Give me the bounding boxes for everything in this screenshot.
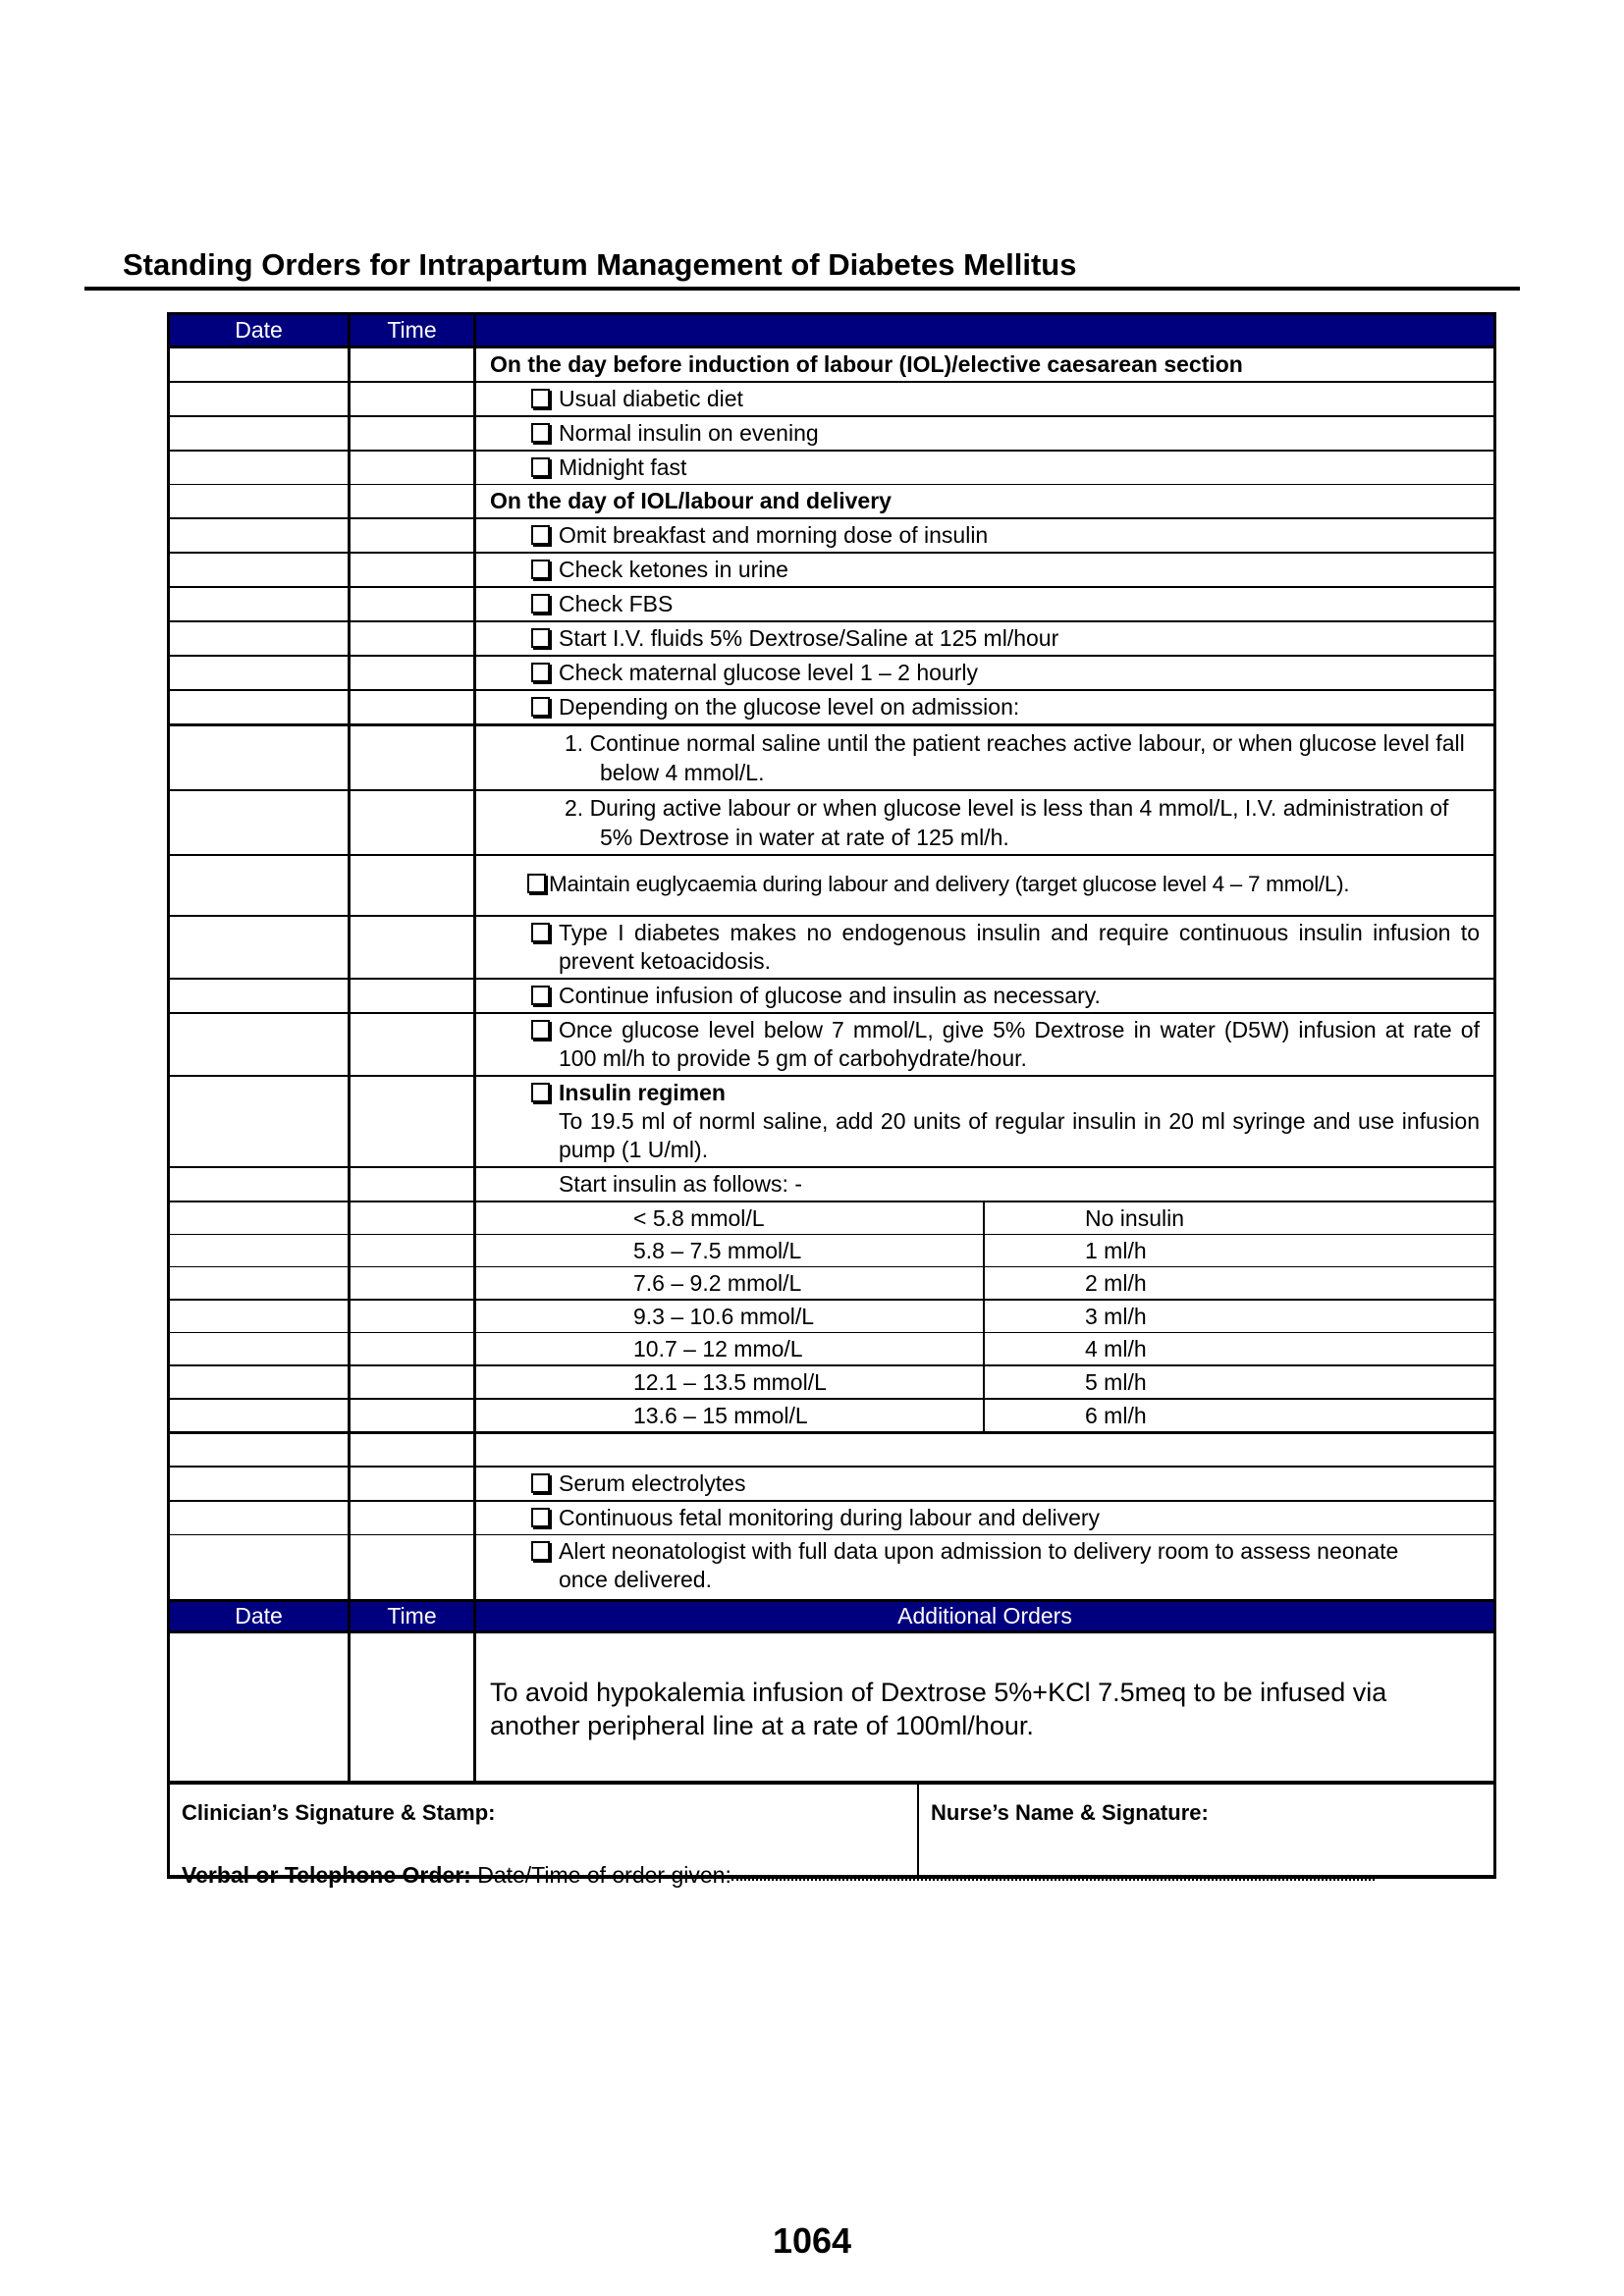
date-cell[interactable]	[170, 622, 351, 655]
page-title: Standing Orders for Intrapartum Management of Diabetes Mellitus	[123, 247, 1077, 282]
clinician-signature-field[interactable]: Clinician’s Signature & Stamp:	[170, 1785, 919, 1875]
order-item: Omit breakfast and morning dose of insulin	[476, 519, 1493, 552]
order-item: Normal insulin on evening	[476, 417, 1493, 450]
additional-order-row	[170, 1633, 1493, 1781]
date-cell[interactable]	[170, 1366, 351, 1398]
table-row	[170, 348, 1493, 383]
insulin-rate: 4 ml/h	[1085, 1336, 1147, 1362]
date-cell[interactable]	[170, 980, 351, 1012]
date-cell[interactable]	[170, 554, 351, 586]
numbered-instruction-2: 2. During active labour or when glucose level is less than 4 mmol/L, I.V. administration of 5% Dextrose in water at rate of 125 ml/h.	[565, 795, 1449, 850]
date-cell[interactable]	[170, 1077, 351, 1166]
time-cell[interactable]	[351, 1014, 476, 1075]
order-item: Usual diabetic diet	[476, 383, 1493, 415]
table-row	[170, 554, 1493, 588]
date-cell[interactable]	[170, 1400, 351, 1431]
start-insulin-label: Start insulin as follows: -	[559, 1171, 802, 1197]
table-row	[170, 657, 1493, 691]
time-cell[interactable]	[351, 554, 476, 586]
date-cell[interactable]	[170, 1333, 351, 1364]
time-cell[interactable]	[351, 1633, 476, 1781]
glucose-range: 7.6 – 9.2 mmol/L	[476, 1267, 985, 1299]
date-cell[interactable]	[170, 856, 351, 915]
checkbox-icon[interactable]	[531, 594, 550, 614]
table-row	[170, 1014, 1493, 1077]
dose-row	[170, 1366, 1493, 1400]
table-row	[170, 1535, 1493, 1602]
table-row	[170, 383, 1493, 417]
time-cell[interactable]	[351, 1301, 476, 1332]
order-item: Midnight fast	[476, 452, 1493, 484]
glucose-range: 13.6 – 15 mmol/L	[476, 1400, 985, 1431]
order-item: Check FBS	[476, 588, 1493, 620]
date-cell[interactable]	[170, 1168, 351, 1201]
nurse-signature-field[interactable]: Nurse’s Name & Signature:	[931, 1800, 1209, 1825]
dose-row	[170, 1333, 1493, 1366]
numbered-instruction-1: 1. Continue normal saline until the patient reaches active labour, or when glucose level fall below 4 mmol/L.	[565, 730, 1465, 785]
date-cell[interactable]	[170, 1014, 351, 1075]
insulin-rate: 1 ml/h	[1085, 1238, 1147, 1263]
order-item: Check ketones in urine	[476, 554, 1493, 586]
time-cell[interactable]	[351, 348, 476, 381]
checkbox-icon[interactable]	[531, 1083, 550, 1102]
glucose-range: 5.8 – 7.5 mmol/L	[476, 1235, 985, 1266]
order-item: Check maternal glucose level 1 – 2 hourly	[476, 657, 1493, 689]
time-cell[interactable]	[351, 1535, 476, 1599]
date-cell[interactable]	[170, 1502, 351, 1534]
order-item: Alert neonatologist with full data upon admission to delivery room to assess neonate once delivered.	[476, 1535, 1493, 1599]
insulin-regimen: Insulin regimen To 19.5 ml of norml saline, add 20 units of regular insulin in 20 ml syringe and use infusion pump (1 U/ml).	[476, 1077, 1493, 1166]
date-cell[interactable]	[170, 417, 351, 450]
time-cell[interactable]	[351, 1077, 476, 1166]
time-cell[interactable]	[351, 1502, 476, 1534]
order-item: Depending on the glucose level on admission:	[476, 691, 1493, 723]
table-row	[170, 452, 1493, 485]
glucose-range: 10.7 – 12 mmo/L	[476, 1333, 985, 1364]
time-cell[interactable]	[351, 726, 476, 789]
table-row	[170, 1502, 1493, 1535]
date-cell[interactable]	[170, 348, 351, 381]
date-cell[interactable]	[170, 917, 351, 978]
insulin-rate: 2 ml/h	[1085, 1270, 1147, 1296]
date-cell[interactable]	[170, 519, 351, 552]
verbal-order-date-field[interactable]	[731, 1879, 1375, 1881]
table-row	[170, 1168, 1493, 1202]
dose-row	[170, 1267, 1493, 1301]
time-cell[interactable]	[351, 856, 476, 915]
insulin-rate: No insulin	[1085, 1205, 1184, 1231]
date-cell[interactable]	[170, 588, 351, 620]
table-row	[170, 691, 1493, 726]
table-row	[170, 980, 1493, 1014]
time-cell[interactable]	[351, 1168, 476, 1201]
date-cell[interactable]	[170, 383, 351, 415]
glucose-range: < 5.8 mmol/L	[476, 1202, 985, 1234]
order-item: Continuous fetal monitoring during labour and delivery	[476, 1502, 1493, 1534]
time-cell[interactable]	[351, 383, 476, 415]
table-row	[170, 588, 1493, 622]
time-cell[interactable]	[351, 1267, 476, 1299]
date-cell[interactable]	[170, 485, 351, 517]
checkbox-icon[interactable]	[531, 986, 550, 1005]
checkbox-icon[interactable]	[531, 525, 550, 545]
dose-row	[170, 1235, 1493, 1267]
verbal-order-label: Verbal or Telephone Order:	[182, 1862, 471, 1888]
order-item: Start I.V. fluids 5% Dextrose/Saline at 125 ml/hour	[476, 622, 1493, 655]
checkbox-icon[interactable]	[531, 423, 550, 443]
date-cell[interactable]	[170, 1235, 351, 1266]
page-number: 1064	[772, 2220, 852, 2261]
time-column-header: Time	[351, 315, 476, 346]
time-cell[interactable]	[351, 452, 476, 484]
checkbox-icon[interactable]	[531, 457, 550, 477]
order-item: Maintain euglycaemia during labour and delivery (target glucose level 4 – 7 mmol/L).	[476, 856, 1493, 915]
order-item: Continue infusion of glucose and insulin as necessary.	[476, 980, 1493, 1012]
table-row	[170, 485, 1493, 519]
order-item: Serum electrolytes	[476, 1468, 1493, 1500]
time-cell[interactable]	[351, 791, 476, 854]
table-row	[170, 791, 1493, 856]
checkbox-icon[interactable]	[531, 1508, 550, 1527]
checkbox-icon[interactable]	[527, 874, 546, 893]
date-cell[interactable]	[170, 791, 351, 854]
time-cell[interactable]	[351, 1333, 476, 1364]
time-cell[interactable]	[351, 1434, 476, 1466]
checkbox-icon[interactable]	[531, 389, 550, 408]
table-row	[170, 856, 1493, 917]
date-cell[interactable]	[170, 691, 351, 723]
standing-orders-form	[167, 312, 1496, 1879]
checkbox-icon[interactable]	[531, 1473, 550, 1493]
verbal-order-line	[182, 1862, 1375, 1889]
dose-row	[170, 1301, 1493, 1333]
date-cell[interactable]	[170, 1267, 351, 1299]
date-cell[interactable]	[170, 657, 351, 689]
insulin-rate: 6 ml/h	[1085, 1403, 1147, 1428]
time-cell[interactable]	[351, 1468, 476, 1500]
additional-orders-header	[170, 1602, 1493, 1633]
checkbox-icon[interactable]	[531, 923, 550, 942]
checkbox-icon[interactable]	[531, 1020, 550, 1040]
orders-column-header	[476, 315, 1493, 346]
section-heading-day-before: On the day before induction of labour (IOL)/elective caesarean section	[490, 351, 1243, 377]
time-cell[interactable]	[351, 519, 476, 552]
time-cell[interactable]	[351, 917, 476, 978]
table-row	[170, 417, 1493, 452]
dose-row	[170, 1400, 1493, 1434]
checkbox-icon[interactable]	[531, 560, 550, 579]
checkbox-icon[interactable]	[531, 663, 550, 682]
date-cell[interactable]	[170, 1633, 351, 1781]
section-heading-day-of: On the day of IOL/labour and delivery	[490, 488, 892, 513]
insulin-rate: 3 ml/h	[1085, 1304, 1147, 1329]
table-row	[170, 1468, 1493, 1502]
time-cell[interactable]	[351, 622, 476, 655]
date-cell[interactable]	[170, 1434, 351, 1466]
time-cell[interactable]	[351, 1235, 476, 1266]
title-underline	[84, 287, 1520, 291]
verbal-order-text: Date/Time of order given:	[470, 1862, 731, 1888]
date-cell[interactable]	[170, 726, 351, 789]
checkbox-icon[interactable]	[531, 697, 550, 717]
date-cell[interactable]	[170, 1202, 351, 1234]
table-header	[170, 315, 1493, 348]
additional-orders-title: Additional Orders	[897, 1603, 1072, 1629]
table-row	[170, 1077, 1493, 1168]
time-cell[interactable]	[351, 485, 476, 517]
checkbox-icon[interactable]	[531, 1541, 550, 1561]
time-cell[interactable]	[351, 417, 476, 450]
glucose-range: 12.1 – 13.5 mmol/L	[476, 1366, 985, 1398]
time-cell[interactable]	[351, 1400, 476, 1431]
date-cell[interactable]	[170, 1535, 351, 1599]
date-cell[interactable]	[170, 1468, 351, 1500]
table-row	[170, 519, 1493, 554]
time-cell[interactable]	[351, 1202, 476, 1234]
checkbox-icon[interactable]	[531, 628, 550, 648]
date-column-header: Date	[170, 1602, 351, 1630]
order-item: Type I diabetes makes no endogenous insulin and require continuous insulin infusion to prevent ketoacidosis.	[476, 917, 1493, 978]
order-item: Once glucose level below 7 mmol/L, give 5% Dextrose in water (D5W) infusion at rate of 100 ml/h to provide 5 gm of carbohydrate/hour.	[476, 1014, 1493, 1075]
date-cell[interactable]	[170, 452, 351, 484]
time-cell[interactable]	[351, 1366, 476, 1398]
date-column-header: Date	[170, 315, 351, 346]
additional-order-text[interactable]: To avoid hypokalemia infusion of Dextrose 5%+KCl 7.5meq to be infused via another peripheral line at a rate of 100ml/hour.	[490, 1678, 1387, 1740]
empty-order-cell[interactable]	[476, 1434, 1493, 1466]
time-cell[interactable]	[351, 691, 476, 723]
insulin-rate: 5 ml/h	[1085, 1369, 1147, 1395]
time-cell[interactable]	[351, 588, 476, 620]
glucose-range: 9.3 – 10.6 mmol/L	[476, 1301, 985, 1332]
table-row-empty	[170, 1434, 1493, 1468]
table-row	[170, 726, 1493, 791]
time-column-header: Time	[351, 1602, 476, 1630]
date-cell[interactable]	[170, 1301, 351, 1332]
time-cell[interactable]	[351, 980, 476, 1012]
table-row	[170, 917, 1493, 980]
time-cell[interactable]	[351, 657, 476, 689]
table-row	[170, 622, 1493, 657]
dose-row	[170, 1202, 1493, 1235]
